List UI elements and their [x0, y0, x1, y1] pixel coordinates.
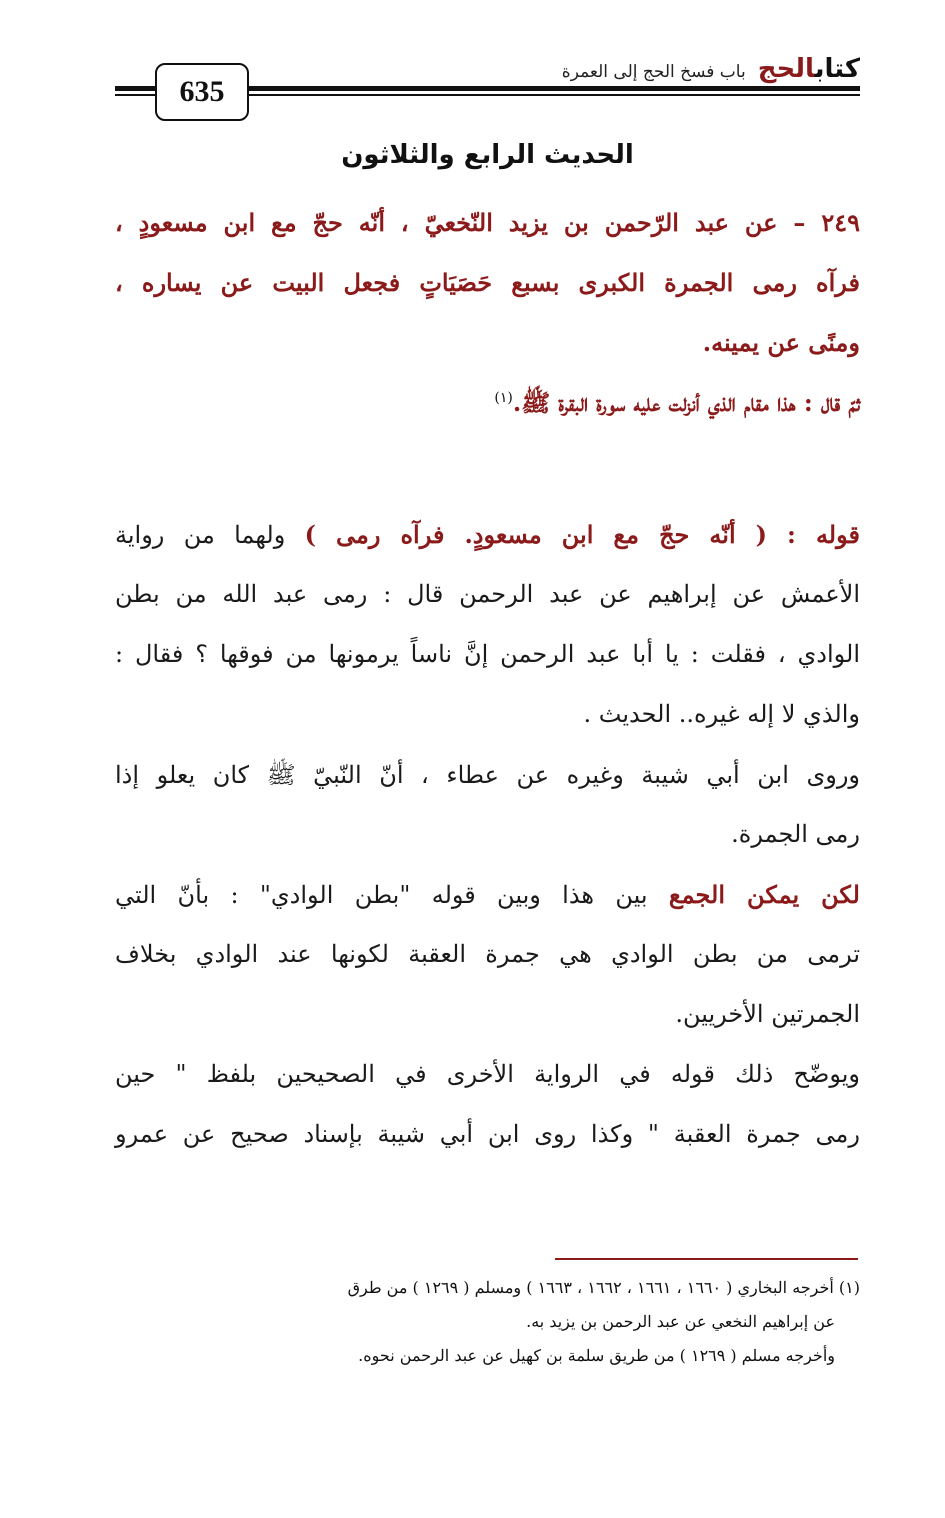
commentary-p2-line-2: رمى الجمرة. [731, 820, 860, 848]
chapter-title: باب فسخ الحج إلى العمرة [561, 62, 746, 82]
commentary-p2-line-1: وروى ابن أبي شيبة وغيره عن عطاء ، أنّ النّبيّ ﷺ كان يعلو إذا [115, 761, 860, 789]
commentary-p4-line-1: ويوضّح ذلك قوله في الرواية الأخرى في الصحيحين بلفظ " حين [115, 1060, 860, 1088]
commentary-p3-line-3: الجمرتين الأخريين. [675, 1000, 860, 1028]
footnote-1-line-2: عن إبراهيم النخعي عن عبد الرحمن بن يزيد به. [526, 1312, 835, 1331]
book-title-word: كتاب [814, 54, 860, 84]
hadith-line-1: ٢٤٩ – عن عبد الرّحمن بن يزيد النّخعيّ ، أنّه حجّ مع ابن مسعودٍ ، [115, 208, 860, 237]
commentary-p1-line-1 [115, 520, 860, 549]
page-header [115, 48, 860, 120]
footnote-ref: (١) [494, 390, 513, 406]
commentary-p3-lead: لكن يمكن الجمع [668, 880, 860, 909]
commentary-p1-line-4: والذي لا إله غيره.. الحديث . [583, 700, 860, 728]
footnote-1-line-1: (١) أخرجه البخاري ( ١٦٦٠ ، ١٦٦١ ، ١٦٦٢ ، ١٦٦٣ ) ومسلم ( ١٢٦٩ ) من طرق [347, 1278, 860, 1297]
hadith-heading: الحديث الرابع والثلاثون [341, 140, 634, 170]
commentary-p3-line-2: ترمى من بطن الوادي هي جمرة العقبة لكونها عند الوادي بخلاف [115, 940, 860, 968]
book-title [758, 54, 860, 84]
commentary-p3-line-1 [115, 880, 860, 909]
hadith-line-4 [115, 388, 860, 423]
hadith-line-3: ومنًى عن يمينه. [702, 328, 860, 357]
page-number: 635 [155, 63, 249, 121]
footnote-divider [555, 1258, 858, 1260]
commentary-p1-lead: قوله : ( أنّه حجّ مع ابن مسعودٍ. فرآه رمى ) [304, 520, 860, 549]
commentary-p1-line-2: الأعمش عن إبراهيم عن عبد الرحمن قال : رمى عبد الله من بطن [115, 580, 860, 608]
commentary-p3-rest: بين هذا وبين قوله "بطن الوادي" : بأنّ التي [115, 881, 648, 909]
book-title-topic: الحج [757, 54, 815, 84]
hadith-line-2: فرآه رمى الجمرة الكبرى بسبع حَصَيَاتٍ فجعل البيت عن يساره ، [115, 268, 860, 297]
hadith-line-4-text: ثمّ قال : هذا مقام الذي أنزلت عليه سورة البقرة ﷺ. [512, 388, 860, 417]
commentary-p4-line-2: رمى جمرة العقبة " وكذا روى ابن أبي شيبة بإسناد صحيح عن عمرو [115, 1120, 860, 1148]
commentary-p1-rest: ولهما من رواية [115, 521, 286, 549]
footnote-1-line-3: وأخرجه مسلم ( ١٢٦٩ ) من طريق سلمة بن كهيل عن عبد الرحمن نحوه. [358, 1346, 835, 1365]
commentary-p1-line-3: الوادي ، فقلت : يا أبا عبد الرحمن إنَّ ناساً يرمونها من فوقها ؟ فقال : [115, 640, 860, 668]
running-head [562, 54, 860, 84]
